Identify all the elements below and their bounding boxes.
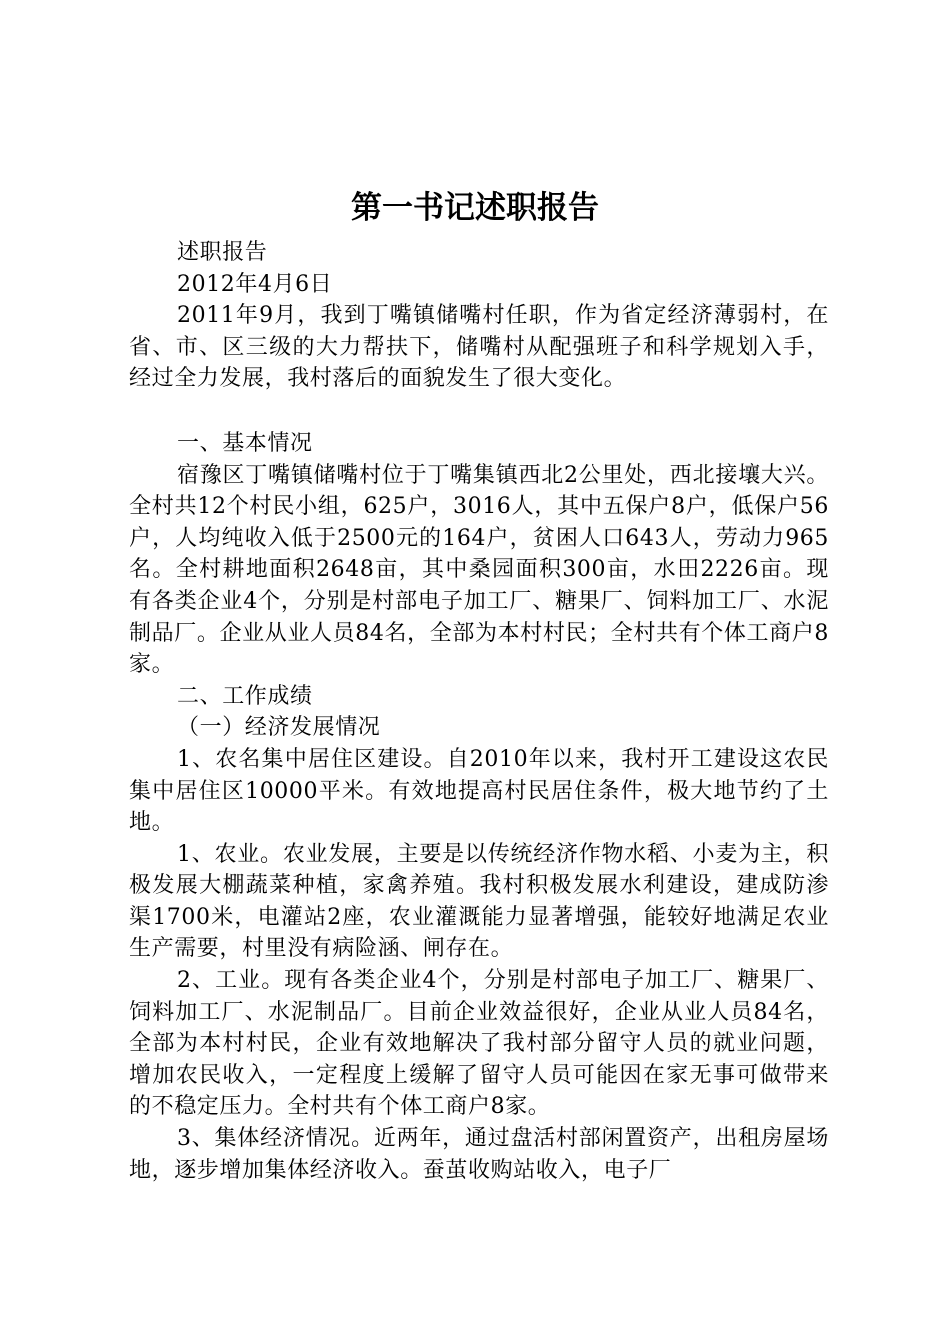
paragraph-intro: 2011年9月，我到丁嘴镇储嘴村任职，作为省定经济薄弱村，在省、市、区三级的大力帮扶下，储嘴村从配强班子和科学规划入手，经过全力发展，我村落后的面貌发生了很大变化。 <box>129 303 829 392</box>
paragraph-report-label: 述职报告 <box>177 240 268 265</box>
paragraph-date: 2012年4月6日 <box>177 271 333 297</box>
paragraph-agriculture: 1、农业。农业发展，主要是以传统经济作物水稻、小麦为主，积极发展大棚蔬菜种植，家禽养殖。我村积极发展水利建设，建成防渗渠1700米，电灌站2座，农业灌溉能力显著增强，能较好地满足农业生产需要，村里没有病险涵、闸存在。 <box>129 841 829 962</box>
document-body <box>129 237 829 1186</box>
paragraph-basic-info: 宿豫区丁嘴镇储嘴村位于丁嘴集镇西北2公里处，西北接壤大兴。全村共12个村民小组，625户，3016人，其中五保户8户，低保户56户，人均纯收入低于2500元的164户，贫困人口643人，劳动力965名。全村耕地面积2648亩，其中桑园面积300亩，水田2226亩。现有各类企业4个，分别是村部电子加工厂、糖果厂、饲料加工厂、水泥制品厂。企业从业人员84名，全部为本村村民；全村共有个体工商户8家。 <box>129 462 829 678</box>
document-title: 第一书记述职报告 <box>351 190 599 226</box>
paragraph-residential-area: 1、农名集中居住区建设。自2010年以来，我村开工建设这农民集中居住区10000平米。有效地提高村民居住条件，极大地节约了土地。 <box>129 746 829 836</box>
section-heading-basic-info: 一、基本情况 <box>177 430 313 456</box>
section-heading-achievements: 二、工作成绩 <box>177 683 313 709</box>
paragraph-collective-economy: 3、集体经济情况。近两年，通过盘活村部闲置资产，出租房屋场地，逐步增加集体经济收入。蚕茧收购站收入，电子厂 <box>129 1126 829 1183</box>
subsection-heading-economy: （一）经济发展情况 <box>177 715 381 741</box>
paragraph-industry: 2、工业。现有各类企业4个，分别是村部电子加工厂、糖果厂、饲料加工厂、水泥制品厂。目前企业效益很好，企业从业人员84名，全部为本村村民，企业有效地解决了我村部分留守人员的就业问题，增加农民收入，一定程度上缓解了留守人员可能因在家无事可做带来的不稳定压力。全村共有个体工商户8家。 <box>129 968 829 1120</box>
